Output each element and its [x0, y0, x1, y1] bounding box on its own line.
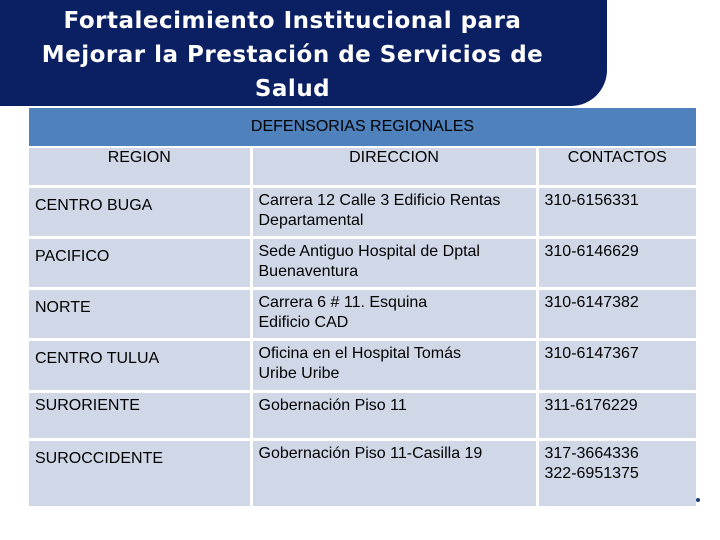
cell-contactos: 310-6147382 [537, 289, 696, 340]
cell-direccion: Carrera 6 # 11. Esquina Edificio CAD [251, 289, 537, 340]
cell-region: PACIFICO [29, 238, 251, 289]
cell-region: NORTE [29, 289, 251, 340]
cell-contactos: 311-6176229 [537, 392, 696, 440]
defensorias-table-container [29, 108, 696, 509]
cell-contactos: 310-6146629 [537, 238, 696, 289]
cell-region: SURORIENTE [29, 392, 251, 440]
cell-direccion: Sede Antiguo Hospital de Dptal Buenaventura [251, 238, 537, 289]
header-contactos: CONTACTOS [537, 147, 696, 187]
slide-marker-icon [696, 498, 700, 502]
header-region: REGION [29, 147, 251, 187]
cell-region: CENTRO TULUA [29, 340, 251, 392]
table-caption: DEFENSORIAS REGIONALES [29, 108, 696, 147]
defensorias-table [29, 108, 696, 509]
cell-direccion: Carrera 12 Calle 3 Edificio Rentas Departamental [251, 187, 537, 238]
cell-direccion: Gobernación Piso 11 [251, 392, 537, 440]
table-caption-row [29, 108, 696, 147]
table-row [29, 340, 696, 392]
table-row [29, 187, 696, 238]
table-row [29, 238, 696, 289]
table-header-row [29, 147, 696, 187]
cell-region: CENTRO BUGA [29, 187, 251, 238]
cell-contactos: 317-3664336 322-6951375 [537, 440, 696, 508]
cell-contactos: 310-6147367 [537, 340, 696, 392]
cell-direccion: Oficina en el Hospital Tomás Uribe Uribe [251, 340, 537, 392]
header-direccion: DIRECCION [251, 147, 537, 187]
cell-contactos: 310-6156331 [537, 187, 696, 238]
cell-region: SUROCCIDENTE [29, 440, 251, 508]
table-row [29, 289, 696, 340]
slide-title: Fortalecimiento Institucional para Mejorar la Prestación de Servicios de Salud [41, 8, 544, 102]
cell-direccion: Gobernación Piso 11-Casilla 19 [251, 440, 537, 508]
table-row [29, 392, 696, 440]
table-row [29, 440, 696, 508]
